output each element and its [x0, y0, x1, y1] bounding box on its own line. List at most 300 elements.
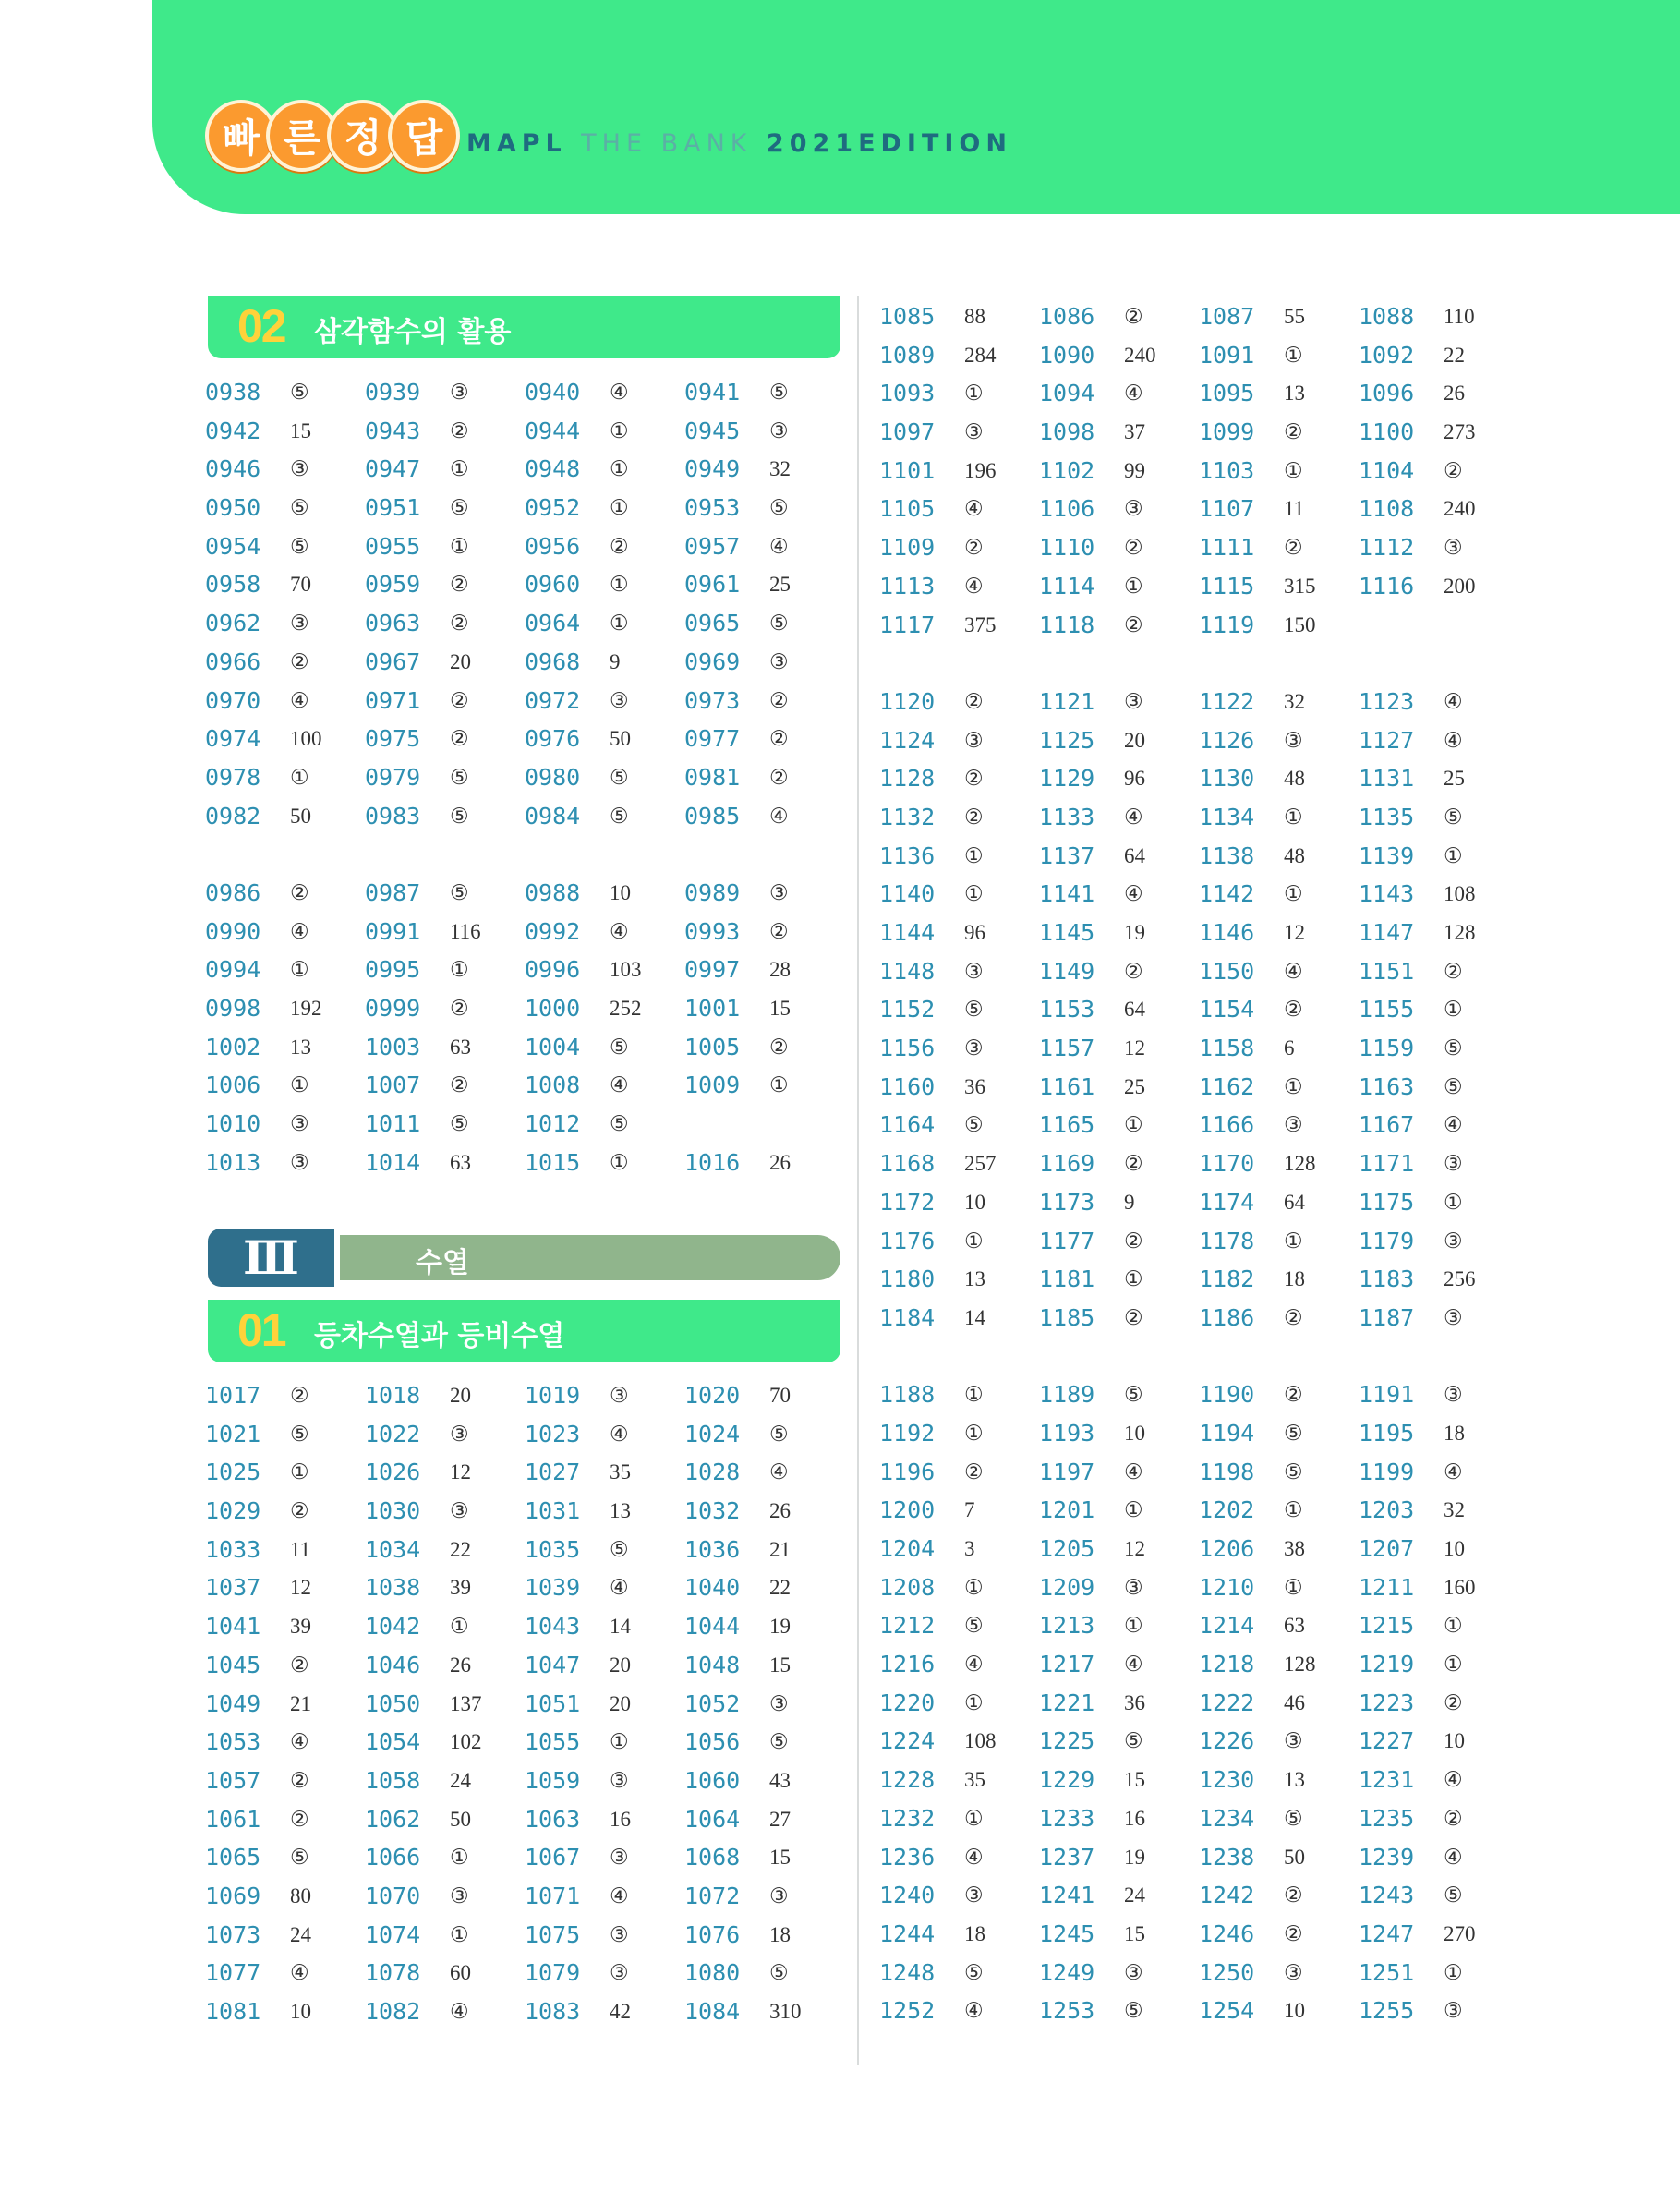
answer-value: ①	[964, 1806, 984, 1830]
problem-number: 1209	[1039, 1573, 1095, 1601]
answer-value: ③	[610, 1846, 629, 1870]
problem-number: 1049	[205, 1689, 261, 1717]
problem-number: 1208	[879, 1573, 936, 1601]
problem-number: 1023	[525, 1420, 581, 1447]
problem-number: 1252	[879, 1997, 936, 2025]
answer-value: ①	[450, 1615, 469, 1639]
answer-value: ②	[1124, 536, 1143, 560]
answer-value: 28	[769, 958, 791, 982]
problem-number: 1128	[879, 765, 936, 793]
answer-value: 270	[1444, 1921, 1476, 1945]
problem-number: 0955	[365, 532, 421, 560]
problem-number: 1216	[879, 1651, 936, 1678]
answer-value: 128	[1284, 1653, 1316, 1677]
answer-value: ③	[964, 1883, 984, 1907]
answer-value: 25	[1124, 1074, 1145, 1098]
problem-number: 1090	[1039, 341, 1095, 369]
problem-number: 1025	[205, 1459, 261, 1486]
answer-value: 137	[450, 1691, 482, 1715]
problem-number: 1239	[1359, 1843, 1415, 1871]
problem-number: 0964	[525, 610, 581, 637]
answer-value: ⑤	[290, 534, 309, 558]
answer-value: ③	[1444, 1999, 1463, 2023]
answer-value: ④	[964, 1653, 984, 1677]
answer-value: ⑤	[769, 496, 789, 520]
answer-value: 21	[769, 1537, 791, 1561]
problem-number: 1242	[1199, 1882, 1255, 1909]
problem-number: 1220	[879, 1689, 936, 1716]
answer-value: ⑤	[1444, 1883, 1463, 1907]
problem-number: 1036	[684, 1535, 741, 1563]
problem-number: 1215	[1359, 1612, 1415, 1640]
answer-value: ②	[1284, 1305, 1303, 1329]
problem-number: 1003	[365, 1033, 421, 1060]
problem-number: 1189	[1039, 1381, 1095, 1409]
problem-number: 1118	[1039, 611, 1095, 638]
problem-number: 1227	[1359, 1727, 1415, 1755]
problem-number: 1032	[684, 1497, 741, 1525]
problem-number: 1217	[1039, 1651, 1095, 1678]
problem-number: 1174	[1199, 1188, 1255, 1216]
problem-number: 1115	[1199, 572, 1255, 599]
problem-number: 0969	[684, 648, 741, 675]
problem-number: 1005	[684, 1033, 741, 1060]
problem-number: 1057	[205, 1766, 261, 1794]
answer-value: ①	[1124, 1267, 1143, 1291]
answer-value: 22	[769, 1576, 791, 1600]
answer-value: 160	[1444, 1575, 1476, 1599]
answer-value: 284	[964, 343, 997, 367]
answer-value: ①	[610, 573, 629, 597]
problem-number: 1162	[1199, 1072, 1255, 1100]
answer-value: ②	[1284, 536, 1303, 560]
answer-value: ②	[450, 727, 469, 751]
problem-number: 1089	[879, 341, 936, 369]
brand-edition: 2021EDITION	[766, 129, 1012, 158]
answer-value: 10	[1284, 1999, 1305, 2023]
answer-value: ⑤	[610, 1112, 629, 1136]
problem-number: 0948	[525, 455, 581, 483]
answer-value: ④	[610, 1422, 629, 1446]
answer-value: ④	[1124, 805, 1143, 829]
problem-number: 1054	[365, 1728, 421, 1756]
problem-number: 1180	[879, 1265, 936, 1293]
answer-value: ⑤	[769, 1422, 789, 1446]
answer-value: ④	[1284, 959, 1303, 983]
problem-number: 1098	[1039, 418, 1095, 446]
problem-number: 1055	[525, 1728, 581, 1756]
problem-number: 1221	[1039, 1689, 1095, 1716]
answer-value: 102	[450, 1730, 482, 1754]
answer-value: ②	[290, 1768, 309, 1792]
answer-value: ①	[1444, 843, 1463, 867]
problem-number: 0977	[684, 725, 741, 753]
answer-value: 50	[610, 727, 631, 751]
answer-value: ④	[450, 2000, 469, 2023]
problem-number: 1084	[684, 1998, 741, 2025]
problem-number: 0992	[525, 917, 581, 945]
answer-value: ②	[290, 1384, 309, 1407]
problem-number: 1110	[1039, 534, 1095, 562]
answer-value: 35	[610, 1460, 631, 1484]
problem-number: 0995	[365, 956, 421, 984]
problem-number: 1219	[1359, 1651, 1415, 1678]
answer-value: 256	[1444, 1267, 1476, 1291]
problem-number: 0957	[684, 532, 741, 560]
problem-number: 1045	[205, 1651, 261, 1678]
answer-value: 63	[450, 1035, 471, 1059]
answer-value: 20	[450, 649, 471, 673]
answer-value: ⑤	[1444, 1074, 1463, 1098]
problem-number: 1067	[525, 1844, 581, 1871]
answer-value: ①	[1284, 1074, 1303, 1098]
answer-value: 50	[450, 1807, 471, 1831]
problem-number: 0958	[205, 571, 261, 599]
problem-number: 1222	[1199, 1689, 1255, 1716]
problem-number: 1223	[1359, 1689, 1415, 1716]
answer-value: 15	[290, 418, 311, 442]
answer-value: 110	[1444, 305, 1475, 328]
problem-number: 0956	[525, 532, 581, 560]
answer-value: ④	[1444, 1113, 1463, 1137]
problem-number: 0941	[684, 379, 741, 406]
answer-value: 12	[1124, 1036, 1145, 1060]
answer-value: ①	[610, 612, 629, 636]
problem-number: 0968	[525, 648, 581, 675]
problem-number: 0945	[684, 417, 741, 444]
problem-number: 1109	[879, 534, 936, 562]
problem-number: 1018	[365, 1382, 421, 1409]
answer-value: ③	[450, 1883, 469, 1907]
answer-value: ③	[610, 688, 629, 712]
problem-number: 0983	[365, 802, 421, 830]
answer-value: ⑤	[964, 1614, 984, 1638]
problem-number: 1053	[205, 1728, 261, 1756]
answer-value: ⑤	[1284, 1806, 1303, 1830]
problem-number: 0952	[525, 494, 581, 522]
answer-value: ④	[610, 1576, 629, 1600]
answer-value: ⑤	[1444, 1036, 1463, 1060]
problem-number: 0988	[525, 878, 581, 906]
answer-value: 6	[1284, 1036, 1295, 1060]
problem-number: 1197	[1039, 1458, 1095, 1485]
problem-number: 1182	[1199, 1265, 1255, 1293]
answer-value: ②	[450, 1073, 469, 1097]
answer-value: 27	[769, 1807, 791, 1831]
problem-number: 1048	[684, 1651, 741, 1678]
section-title: 삼각함수의 활용	[314, 316, 512, 348]
answer-value: 196	[964, 458, 997, 482]
answer-value: ③	[964, 728, 984, 752]
problem-number: 1017	[205, 1382, 261, 1409]
answer-value: ②	[1124, 612, 1143, 636]
problem-number: 0987	[365, 878, 421, 906]
answer-value: 32	[1284, 689, 1305, 713]
problem-number: 1016	[684, 1148, 741, 1176]
problem-number: 0961	[684, 571, 741, 599]
problem-number: 1147	[1359, 919, 1415, 946]
answer-value: ⑤	[964, 1113, 984, 1137]
answer-value: ③	[610, 1384, 629, 1407]
problem-number: 1027	[525, 1459, 581, 1486]
problem-number: 1094	[1039, 380, 1095, 407]
problem-number: 1034	[365, 1535, 421, 1563]
answer-value: ③	[964, 1036, 984, 1060]
problem-number: 1108	[1359, 495, 1415, 523]
problem-number: 1071	[525, 1882, 581, 1909]
brand-light: THE BANK	[581, 129, 753, 158]
problem-number: 1020	[684, 1382, 741, 1409]
problem-number: 1001	[684, 995, 741, 1022]
problem-number: 1024	[684, 1420, 741, 1447]
answer-value: ③	[1124, 1960, 1143, 1984]
answer-value: ①	[1284, 1498, 1303, 1522]
answer-value: ②	[290, 1653, 309, 1677]
answer-value: ⑤	[290, 496, 309, 520]
answer-value: 36	[964, 1074, 985, 1098]
problem-number: 1035	[525, 1535, 581, 1563]
section-title: 등차수열과 등비수열	[314, 1320, 565, 1352]
answer-value: 18	[769, 1922, 791, 1946]
answer-value: ①	[964, 1575, 984, 1599]
problem-number: 1158	[1199, 1035, 1255, 1062]
problem-number: 0947	[365, 455, 421, 483]
answer-value: ①	[1124, 1614, 1143, 1638]
answer-value: ③	[769, 649, 789, 673]
problem-number: 1183	[1359, 1265, 1415, 1293]
answer-value: 108	[964, 1729, 997, 1753]
answer-value: ③	[450, 1422, 469, 1446]
problem-number: 1126	[1199, 726, 1255, 754]
problem-number: 1251	[1359, 1958, 1415, 1986]
answer-value: 192	[290, 997, 322, 1020]
problem-number: 1030	[365, 1497, 421, 1525]
problem-number: 1229	[1039, 1766, 1095, 1794]
problem-number: 1202	[1199, 1496, 1255, 1524]
problem-number: 0978	[205, 763, 261, 791]
answer-value: 43	[769, 1768, 791, 1792]
problem-number: 0962	[205, 610, 261, 637]
answer-value: 64	[1124, 843, 1145, 867]
answer-value: ②	[769, 765, 789, 789]
problem-number: 1068	[684, 1844, 741, 1871]
problem-number: 1070	[365, 1882, 421, 1909]
answer-value: ③	[450, 1499, 469, 1523]
problem-number: 1129	[1039, 765, 1095, 793]
answer-value: ②	[1444, 959, 1463, 983]
answer-value: 32	[1444, 1498, 1465, 1522]
problem-number: 0950	[205, 494, 261, 522]
problem-number: 1029	[205, 1497, 261, 1525]
problem-number: 1012	[525, 1110, 581, 1138]
answer-value: 63	[450, 1150, 471, 1174]
answer-value: 25	[769, 573, 791, 597]
answer-value: ②	[1284, 420, 1303, 444]
problem-number: 1135	[1359, 803, 1415, 830]
problem-number: 1230	[1199, 1766, 1255, 1794]
answer-value: ③	[610, 1768, 629, 1792]
problem-number: 1007	[365, 1072, 421, 1099]
problem-number: 1119	[1199, 611, 1255, 638]
problem-number: 0998	[205, 995, 261, 1022]
answer-value: ①	[610, 496, 629, 520]
answer-value: ③	[769, 418, 789, 442]
answer-value: 50	[1284, 1845, 1305, 1869]
problem-number: 1052	[684, 1689, 741, 1717]
answer-value: 63	[1284, 1614, 1305, 1638]
problem-number: 1122	[1199, 687, 1255, 715]
answer-value: 25	[1444, 767, 1465, 791]
answer-value: ②	[1284, 1883, 1303, 1907]
answer-value: 252	[610, 997, 642, 1020]
answer-value: ⑤	[1284, 1459, 1303, 1483]
answer-value: ③	[1284, 1960, 1303, 1984]
problem-number: 1038	[365, 1574, 421, 1602]
answer-value: ②	[1444, 458, 1463, 482]
answer-value: ④	[769, 1460, 789, 1484]
answer-value: 35	[964, 1768, 985, 1792]
problem-number: 1213	[1039, 1612, 1095, 1640]
answer-value: 80	[290, 1883, 311, 1907]
answer-value: ⑤	[769, 1961, 789, 1985]
answer-value: ③	[1444, 1305, 1463, 1329]
answer-value: ⑤	[769, 612, 789, 636]
column-divider	[857, 296, 859, 2065]
problem-number: 1210	[1199, 1573, 1255, 1601]
problem-number: 0994	[205, 956, 261, 984]
answer-value: ④	[290, 1961, 309, 1985]
problem-number: 1168	[879, 1150, 936, 1178]
problem-number: 1149	[1039, 957, 1095, 985]
section-number: 02	[237, 300, 285, 352]
answer-value: ①	[1444, 1653, 1463, 1677]
problem-number: 1253	[1039, 1997, 1095, 2025]
problem-number: 1051	[525, 1689, 581, 1717]
answer-value: ②	[1284, 998, 1303, 1022]
problem-number: 1163	[1359, 1072, 1415, 1100]
answer-value: ②	[1124, 1229, 1143, 1253]
problem-number: 1166	[1199, 1111, 1255, 1139]
answer-value: ⑤	[290, 1422, 309, 1446]
problem-number: 1250	[1199, 1958, 1255, 1986]
answer-value: 240	[1444, 497, 1476, 521]
answer-value: 26	[1444, 381, 1465, 406]
problem-number: 1074	[365, 1920, 421, 1948]
problem-number: 1156	[879, 1035, 936, 1062]
problem-number: 1150	[1199, 957, 1255, 985]
answer-value: 20	[610, 1653, 631, 1677]
answer-value: ⑤	[610, 1537, 629, 1561]
answer-value: ③	[1124, 1575, 1143, 1599]
answer-value: 39	[450, 1576, 471, 1600]
problem-number: 1175	[1359, 1188, 1415, 1216]
problem-number: 1232	[879, 1804, 936, 1832]
problem-number: 1235	[1359, 1804, 1415, 1832]
problem-number: 1021	[205, 1420, 261, 1447]
problem-number: 1151	[1359, 957, 1415, 985]
answer-value: ⑤	[290, 1846, 309, 1870]
problem-number: 1033	[205, 1535, 261, 1563]
problem-number: 1138	[1199, 842, 1255, 869]
problem-number: 1249	[1039, 1958, 1095, 1986]
answer-value: ①	[610, 1150, 629, 1174]
problem-number: 1086	[1039, 303, 1095, 330]
answer-value: ②	[1284, 1383, 1303, 1407]
answer-value: ⑤	[450, 1112, 469, 1136]
chapter-number: Ⅲ	[208, 1229, 334, 1287]
answer-value: ③	[290, 1112, 309, 1136]
problem-number: 1206	[1199, 1535, 1255, 1562]
problem-number: 1121	[1039, 687, 1095, 715]
problem-number: 1073	[205, 1920, 261, 1948]
answer-value: 13	[290, 1035, 311, 1059]
answer-value: ①	[610, 418, 629, 442]
answer-value: ①	[964, 1690, 984, 1714]
problem-number: 1179	[1359, 1227, 1415, 1254]
problem-number: 1193	[1039, 1419, 1095, 1447]
problem-number: 1117	[879, 611, 936, 638]
answer-value: 70	[769, 1384, 791, 1407]
answer-value: 128	[1284, 1152, 1316, 1176]
problem-number: 1087	[1199, 303, 1255, 330]
problem-number: 0997	[684, 956, 741, 984]
problem-number: 1000	[525, 995, 581, 1022]
problem-number: 0976	[525, 725, 581, 753]
problem-number: 0943	[365, 417, 421, 444]
problem-number: 1234	[1199, 1804, 1255, 1832]
answer-value: ①	[964, 1383, 984, 1407]
answer-value: ③	[1444, 1152, 1463, 1176]
answer-value: ③	[290, 612, 309, 636]
problem-number: 0971	[365, 686, 421, 714]
answer-value: ②	[769, 688, 789, 712]
problem-number: 1069	[205, 1882, 261, 1909]
problem-number: 1205	[1039, 1535, 1095, 1562]
problem-number: 1255	[1359, 1997, 1415, 2025]
problem-number: 1111	[1199, 534, 1255, 562]
problem-number: 1152	[879, 996, 936, 1023]
answer-value: 24	[450, 1768, 471, 1792]
problem-number: 1037	[205, 1574, 261, 1602]
answer-value: ⑤	[1124, 1999, 1143, 2023]
problem-number: 0989	[684, 878, 741, 906]
problem-number: 1083	[525, 1998, 581, 2025]
problem-number: 0954	[205, 532, 261, 560]
problem-number: 1167	[1359, 1111, 1415, 1139]
answer-value: ①	[610, 1730, 629, 1754]
answer-value: ③	[1444, 1229, 1463, 1253]
answer-value: 20	[610, 1691, 631, 1715]
problem-number: 1172	[879, 1188, 936, 1216]
answer-value: 240	[1124, 343, 1156, 367]
answer-value: 50	[290, 804, 311, 828]
problem-number: 1102	[1039, 456, 1095, 484]
answer-value: 19	[769, 1615, 791, 1639]
answer-value: 16	[1124, 1806, 1145, 1830]
problem-number: 1040	[684, 1574, 741, 1602]
problem-number: 1148	[879, 957, 936, 985]
answer-value: ①	[290, 765, 309, 789]
problem-number: 1178	[1199, 1227, 1255, 1254]
problem-number: 1103	[1199, 456, 1255, 484]
answer-value: ④	[290, 688, 309, 712]
problem-number: 1153	[1039, 996, 1095, 1023]
problem-number: 1010	[205, 1110, 261, 1138]
answer-value: 39	[290, 1615, 311, 1639]
problem-number: 1136	[879, 842, 936, 869]
problem-number: 1161	[1039, 1072, 1095, 1100]
problem-number: 1120	[879, 687, 936, 715]
